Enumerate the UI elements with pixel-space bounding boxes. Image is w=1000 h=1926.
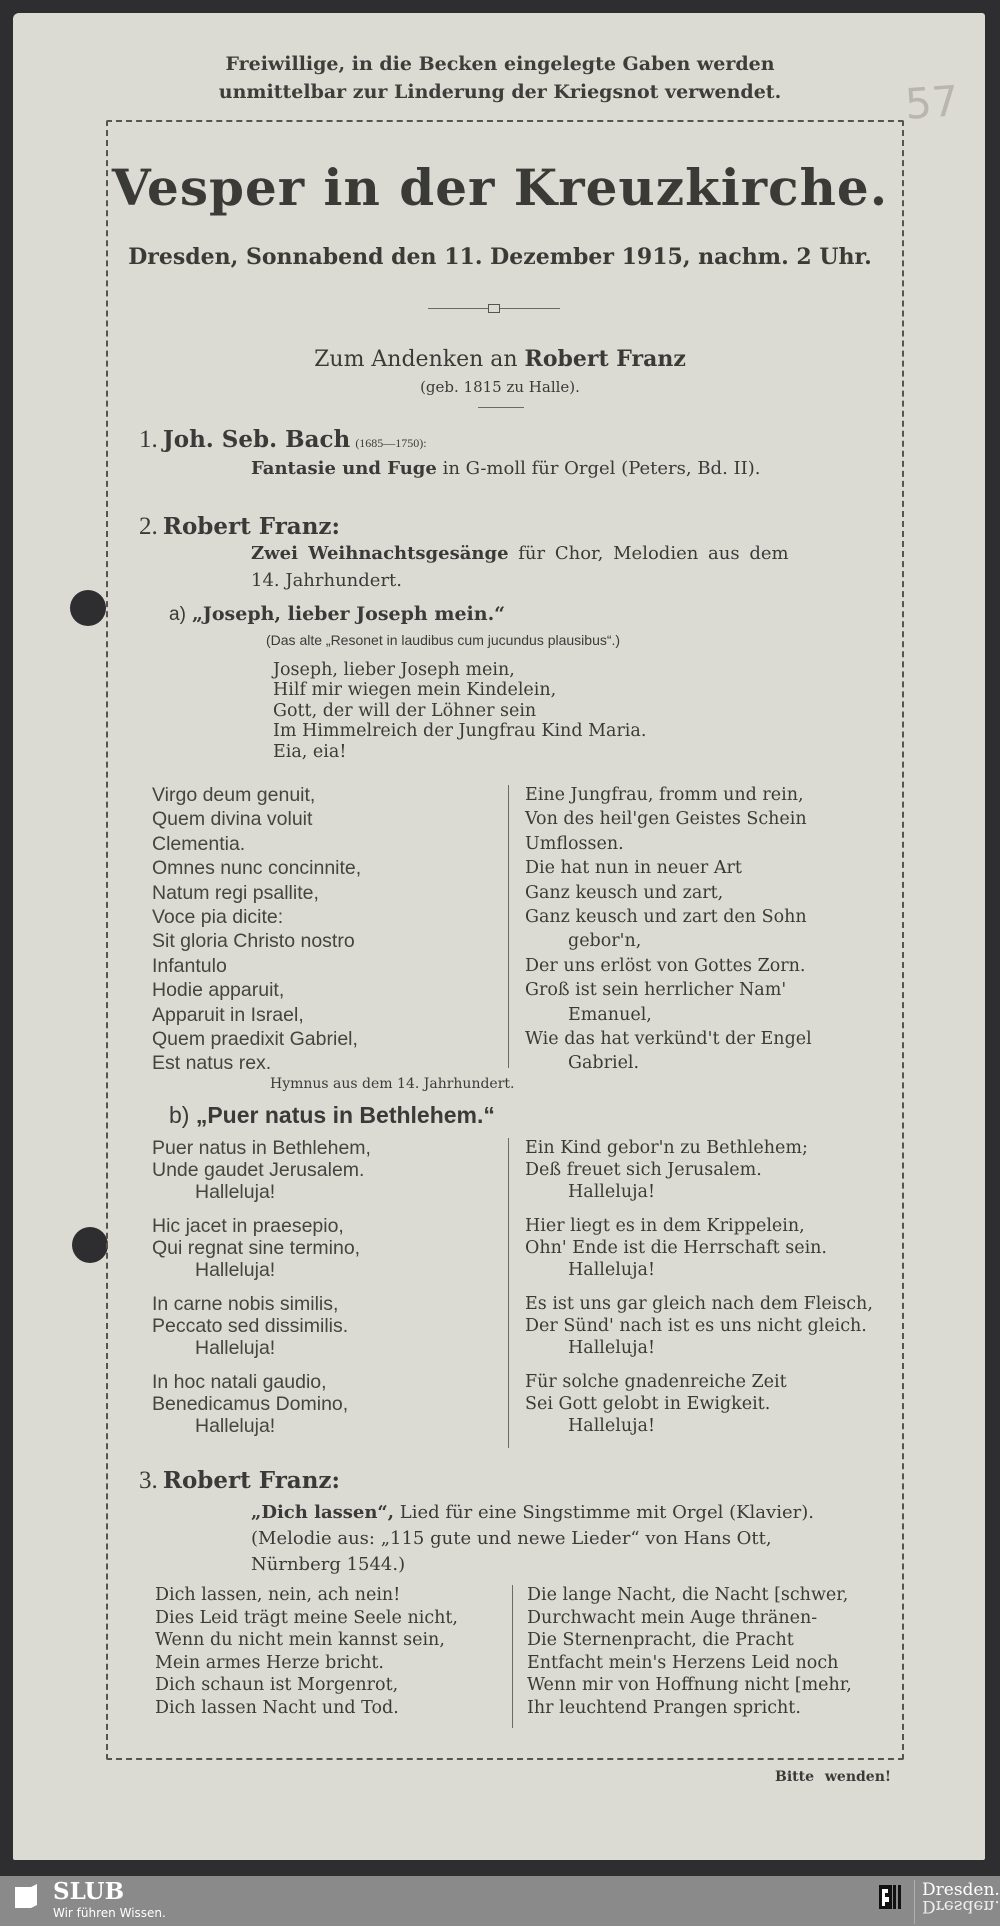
verse-line: Dies Leid trägt meine Seele nicht, [155,1607,458,1628]
part-a-heading [169,603,505,626]
slub-logo-icon [13,1882,41,1910]
verse-line: Hodie apparuit, [152,979,285,1002]
verse-line: Halleluja! [568,1260,656,1280]
verse-line: Wenn mir von Hoffnung nicht [mehr, [527,1675,852,1695]
song-left-column [155,1583,458,1718]
verse-line: Dich lassen Nacht und Tod. [155,1697,399,1718]
verse-line: Mein armes Herze bricht. [155,1652,384,1673]
memorial-name: Robert Franz [524,346,686,372]
verse-line: Halleluja! [568,1416,656,1436]
verse-line: Halleluja! [195,1415,276,1437]
work-details: 14. Jahrhundert. [251,570,403,591]
page-title: Vesper in der Kreuzkirche. [111,158,889,217]
latin-column [152,1136,371,1436]
verse-line: Wie das hat verkünd't der Engel [525,1028,812,1049]
event-date: Dresden, Sonnabend den 11. Dezember 1915, nachm. 2 Uhr. [128,244,872,270]
verse-line: Dich lassen, nein, ach nein! [155,1585,401,1605]
verse-line: Umflossen. [525,833,624,854]
work-details: (Melodie aus: „115 gute und newe Lieder“ von Hans Ott, [251,1528,772,1549]
verse-line: Die Sternenpracht, die Pracht [527,1630,794,1650]
punch-hole [70,590,106,626]
work-description [251,543,789,564]
verse-line: Halleluja! [568,1182,656,1202]
part-label: a) [169,604,186,625]
verse-line: Quem praedixit Gabriel, [152,1027,358,1050]
verse-line: Virgo deum genuit, [152,784,316,806]
turn-over-note: Bitte wenden! [775,1769,892,1785]
work-title: Zwei Weihnachtsgesänge [251,543,509,564]
verse-line: Ihr leuchtend Prangen spricht. [527,1697,801,1718]
verse-line: Peccato sed dissimilis. [152,1315,349,1337]
verse-line: Hier liegt es in dem Krippelein, [525,1216,805,1236]
verse-line: Ganz keusch und zart den Sohn [525,906,807,927]
part-b-heading [169,1102,495,1129]
verse-line: Ein Kind gebor'n zu Bethlehem; [525,1138,808,1158]
verse-line: Der Sünd' nach ist es uns nicht gleich. [525,1316,867,1336]
dresden-wordmark: Dresden. [922,1880,1000,1900]
stanza [152,1370,371,1436]
verse-line: Deß freuet sich Jerusalem. [525,1160,762,1180]
part-label: b) [169,1102,190,1128]
verse-line: Gott, der will der Löhner sein [273,700,537,721]
verse-line: Clementia. [152,832,246,855]
verse-line: Durchwacht mein Auge thränen- [527,1607,818,1628]
verse-line: Sit gloria Christo nostro [152,930,355,953]
verse-line: Apparuit in Israel, [152,1003,304,1026]
german-column [525,783,812,1076]
verse-line: Natum regi psallite, [152,881,319,904]
work-title: „Dich lassen“, [251,1502,395,1523]
verse-line: Eia, eia! [273,741,347,762]
verse-line: Dich schaun ist Morgenrot, [155,1675,399,1695]
intro-verse [273,658,646,760]
german-column [525,1136,873,1436]
verse-line: Benedicamus Domino, [152,1393,349,1415]
work-details: Nürnberg 1544.) [251,1554,406,1575]
slub-tagline: Wir führen Wissen. [53,1906,166,1920]
verse-line: Es ist uns gar gleich nach dem Fleisch, [525,1294,873,1314]
verse-line: Sei Gott gelobt in Ewigkeit. [525,1394,771,1414]
part-title: „Joseph, lieber Joseph mein.“ [191,603,506,625]
verse-line: Der uns erlöst von Gottes Zorn. [525,955,806,976]
verse-line: Est natus rex. [152,1052,272,1075]
memorial-born: (geb. 1815 zu Halle). [420,378,580,396]
verse-line: Unde gaudet Jerusalem. [152,1159,365,1181]
verse-line: Hilf mir wiegen mein Kindelein, [273,680,557,701]
divider-ornament [488,304,500,313]
stanza [525,1292,873,1358]
column-divider [508,1138,509,1448]
verse-line: Für solche gnadenreiche Zeit [525,1372,787,1392]
latin-column [152,783,361,1076]
verse-line: Ganz keusch und zart, [525,882,724,903]
memorial-heading [0,346,1000,372]
composer: Joh. Seb. Bach [162,426,351,453]
column-divider [512,1585,513,1728]
work-details: für Chor, Melodien aus dem [518,543,789,564]
composer: Robert Franz: [162,1467,340,1494]
work-details: in G-moll für Orgel (Peters, Bd. II). [442,458,761,479]
verse-line: Wenn du nicht mein kannst sein, [155,1630,445,1650]
work-description [251,458,760,479]
verse-line: Von des heil'gen Geistes Schein [525,809,807,830]
stanza [525,1370,873,1436]
part-note: (Das alte „Resonet in laudibus cum jucundus plausibus“.) [266,632,621,648]
verse-line: gebor'n, [568,931,642,952]
divider [478,407,524,408]
verse-line: Gabriel. [568,1053,640,1074]
program-item-1 [139,426,427,454]
program-item-2 [139,513,340,541]
memorial-prefix: Zum Andenken an [314,347,518,372]
stanza [525,1136,873,1202]
verse-line: Omnes nunc concinnite, [152,857,362,880]
punch-hole [72,1227,108,1263]
verse-line: Infantulo [152,954,227,977]
stanza [152,1214,371,1280]
verse-line: Entfacht mein's Herzens Leid noch [527,1652,839,1673]
work-title: Fantasie und Fuge [251,458,437,479]
footer-separator [914,1880,915,1924]
work-details: Lied für eine Singstimme mit Orgel (Klavier). [399,1502,814,1523]
verse-line: Halleluja! [195,1337,276,1359]
work-description [251,1502,814,1523]
verse-line: Im Himmelreich der Jungfrau Kind Maria. [273,721,647,742]
stanza [152,1136,371,1202]
dresden-crest-icon [878,1884,904,1912]
dresden-wordmark-mirror: Dresden. [922,1896,1000,1916]
hymn-source: Hymnus aus dem 14. Jahrhundert. [270,1076,515,1092]
item-number: 2. [139,513,158,540]
verse-line: Halleluja! [568,1338,656,1358]
donation-notice [0,50,1000,106]
verse-line: Joseph, lieber Joseph mein, [273,660,515,680]
verse-line: Voce pia dicite: [152,905,284,928]
donation-line: unmittelbar zur Linderung der Kriegsnot verwendet. [218,81,782,103]
slub-brand[interactable]: SLUB [53,1878,125,1905]
item-number: 1. [139,426,158,453]
part-title: „Puer natus in Bethlehem.“ [195,1102,495,1128]
program-item-3 [139,1467,340,1495]
verse-line: Ohn' Ende ist die Herrschaft sein. [525,1238,827,1258]
verse-line: Die lange Nacht, die Nacht [schwer, [527,1585,849,1605]
composer: Robert Franz: [162,513,340,540]
footer-bar [0,1876,1000,1926]
dresden-logo[interactable] [922,1882,1000,1914]
stanza [152,1292,371,1358]
verse-line: Emanuel, [568,1004,652,1025]
donation-line: Freiwillige, in die Becken eingelegte Gaben werden [225,53,775,75]
verse-line: In hoc natali gaudio, [152,1371,327,1393]
pencil-note: 57 [903,76,961,129]
verse-line: Puer natus in Bethlehem, [152,1137,371,1159]
verse-line: In carne nobis similis, [152,1293,339,1315]
verse-line: Quem divina voluit [152,808,313,831]
verse-line: Qui regnat sine termino, [152,1237,361,1259]
verse-line: Eine Jungfrau, fromm und rein, [525,785,804,805]
column-divider [508,785,509,1068]
verse-line: Hic jacet in praesepio, [152,1215,344,1237]
verse-line: Halleluja! [195,1181,276,1203]
verse-line: Groß ist sein herrlicher Nam' [525,980,787,1001]
song-right-column [527,1583,852,1718]
composer-dates: (1685—1750): [355,436,427,450]
verse-line: Die hat nun in neuer Art [525,858,742,879]
stanza [525,1214,873,1280]
verse-line: Halleluja! [195,1259,276,1281]
item-number: 3. [139,1467,158,1494]
